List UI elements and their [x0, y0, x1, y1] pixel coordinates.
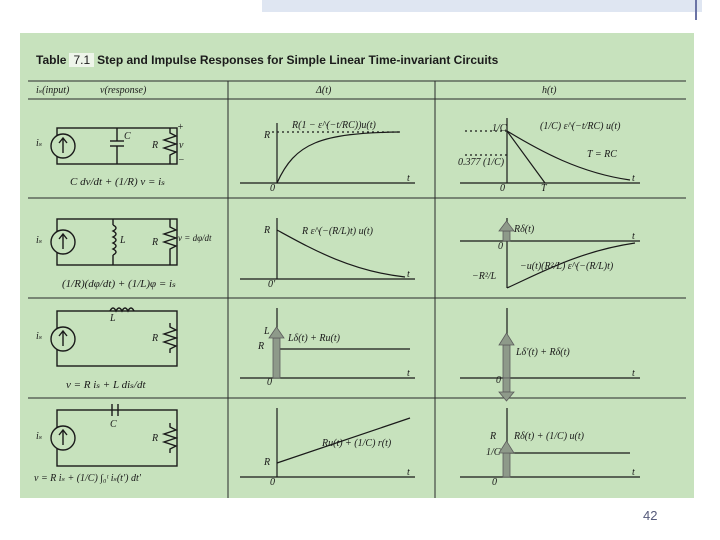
- label-resistor: R: [152, 140, 159, 151]
- column-header-impulse: h(t): [542, 85, 557, 96]
- row3-impulse-curve: Lδ'(t) + Rδ(t): [516, 347, 570, 358]
- label-capacitor: C: [124, 131, 131, 142]
- row1-impulse-peak: 1/C: [492, 123, 507, 134]
- row4-step-level: R: [264, 457, 271, 468]
- row4-impulse-axis: t: [632, 467, 635, 478]
- column-header-step: Δ(t): [316, 85, 332, 96]
- row4-label-resistor: R: [152, 433, 159, 444]
- row3-equation: v = R iₛ + L diₛ/dt: [66, 379, 146, 391]
- row2-step-origin: 0': [268, 279, 276, 290]
- row3-label-inductor: L: [110, 313, 116, 324]
- row1-step-curve: R(1 − ε^(−t/RC))u(t): [292, 120, 376, 131]
- row3-label-resistor: R: [152, 333, 159, 344]
- caption-title: Step and Impulse Responses for Simple Linear Time-invariant Circuits: [97, 53, 499, 67]
- label-plus: +: [177, 122, 184, 133]
- corner-decoration: [0, 0, 720, 30]
- row1-equation: C dv/dt + (1/R) v = iₛ: [70, 176, 165, 188]
- row4-label-source: iₛ: [36, 431, 43, 442]
- caption-prefix: Table: [36, 53, 67, 67]
- row4-impulse-curve: Rδ(t) + (1/C) u(t): [514, 431, 584, 442]
- row4-equation: v = R iₛ + (1/C) ∫₀ᵗ iₛ(t′) dt′: [34, 473, 141, 484]
- label-source: iₛ: [36, 138, 43, 149]
- row2-impulse-axis: t: [632, 231, 635, 242]
- row2-response-def: v = dφ/dt: [178, 233, 212, 243]
- row3-step-level: R: [258, 341, 265, 352]
- row2-step-level: R: [264, 225, 271, 236]
- row3-impulse-axis: t: [632, 368, 635, 379]
- row2-label-inductor: L: [120, 235, 126, 246]
- row1-impulse-curve: (1/C) ε^(−t/RC) u(t): [540, 121, 621, 132]
- row3-step-level-top: L: [264, 326, 270, 337]
- row1-step-axis: t: [407, 173, 410, 184]
- row1-tau: T: [541, 183, 547, 194]
- row3-step-curve: Lδ(t) + Ru(t): [288, 333, 340, 344]
- page-number: 42: [643, 508, 658, 523]
- row2-impulse-tail: −u(t)(R²/L) ε^(−(R/L)t): [520, 261, 614, 272]
- caption-number: 7.1: [69, 53, 94, 67]
- row4-impulse-level-top: R: [490, 431, 497, 442]
- row3-step-axis: t: [407, 368, 410, 379]
- column-header-input: iₛ(input): [36, 85, 70, 96]
- row4-step-axis: t: [407, 467, 410, 478]
- row2-impulse-curve: Rδ(t): [514, 224, 535, 235]
- row1-impulse-origin: 0: [500, 183, 505, 194]
- row4-step-origin: 0: [270, 477, 275, 488]
- row4-label-capacitor: C: [110, 419, 117, 430]
- row2-impulse-tail-level: −R²/L: [472, 271, 497, 282]
- row3-label-source: iₛ: [36, 331, 43, 342]
- row2-step-curve: R ε^(−(R/L)t) u(t): [302, 226, 374, 237]
- row1-step-level: R: [264, 130, 271, 141]
- row1-impulse-tangent: 0.377 (1/C): [458, 157, 505, 168]
- row2-equation: (1/R)(dφ/dt) + (1/L)φ = iₛ: [62, 278, 176, 290]
- row3-impulse-origin: 0: [496, 375, 501, 386]
- row1-step-origin: 0: [270, 183, 275, 194]
- row4-step-curve: Ru(t) + (1/C) r(t): [322, 438, 392, 449]
- label-v: v: [179, 140, 184, 151]
- column-header-response: v(response): [100, 85, 147, 96]
- row1-impulse-axis: t: [632, 173, 635, 184]
- table-caption: [36, 53, 498, 67]
- row4-impulse-level: 1/C: [486, 447, 501, 458]
- row2-step-axis: t: [407, 269, 410, 280]
- row2-impulse-origin: 0: [498, 241, 503, 252]
- row4-impulse-origin: 0: [492, 477, 497, 488]
- row2-label-resistor: R: [152, 237, 159, 248]
- row3-step-origin: 0: [267, 377, 272, 388]
- scanned-table: [20, 33, 694, 498]
- row1-tau-definition: T = RC: [587, 149, 617, 160]
- label-minus: −: [178, 155, 185, 166]
- row2-label-source: iₛ: [36, 235, 43, 246]
